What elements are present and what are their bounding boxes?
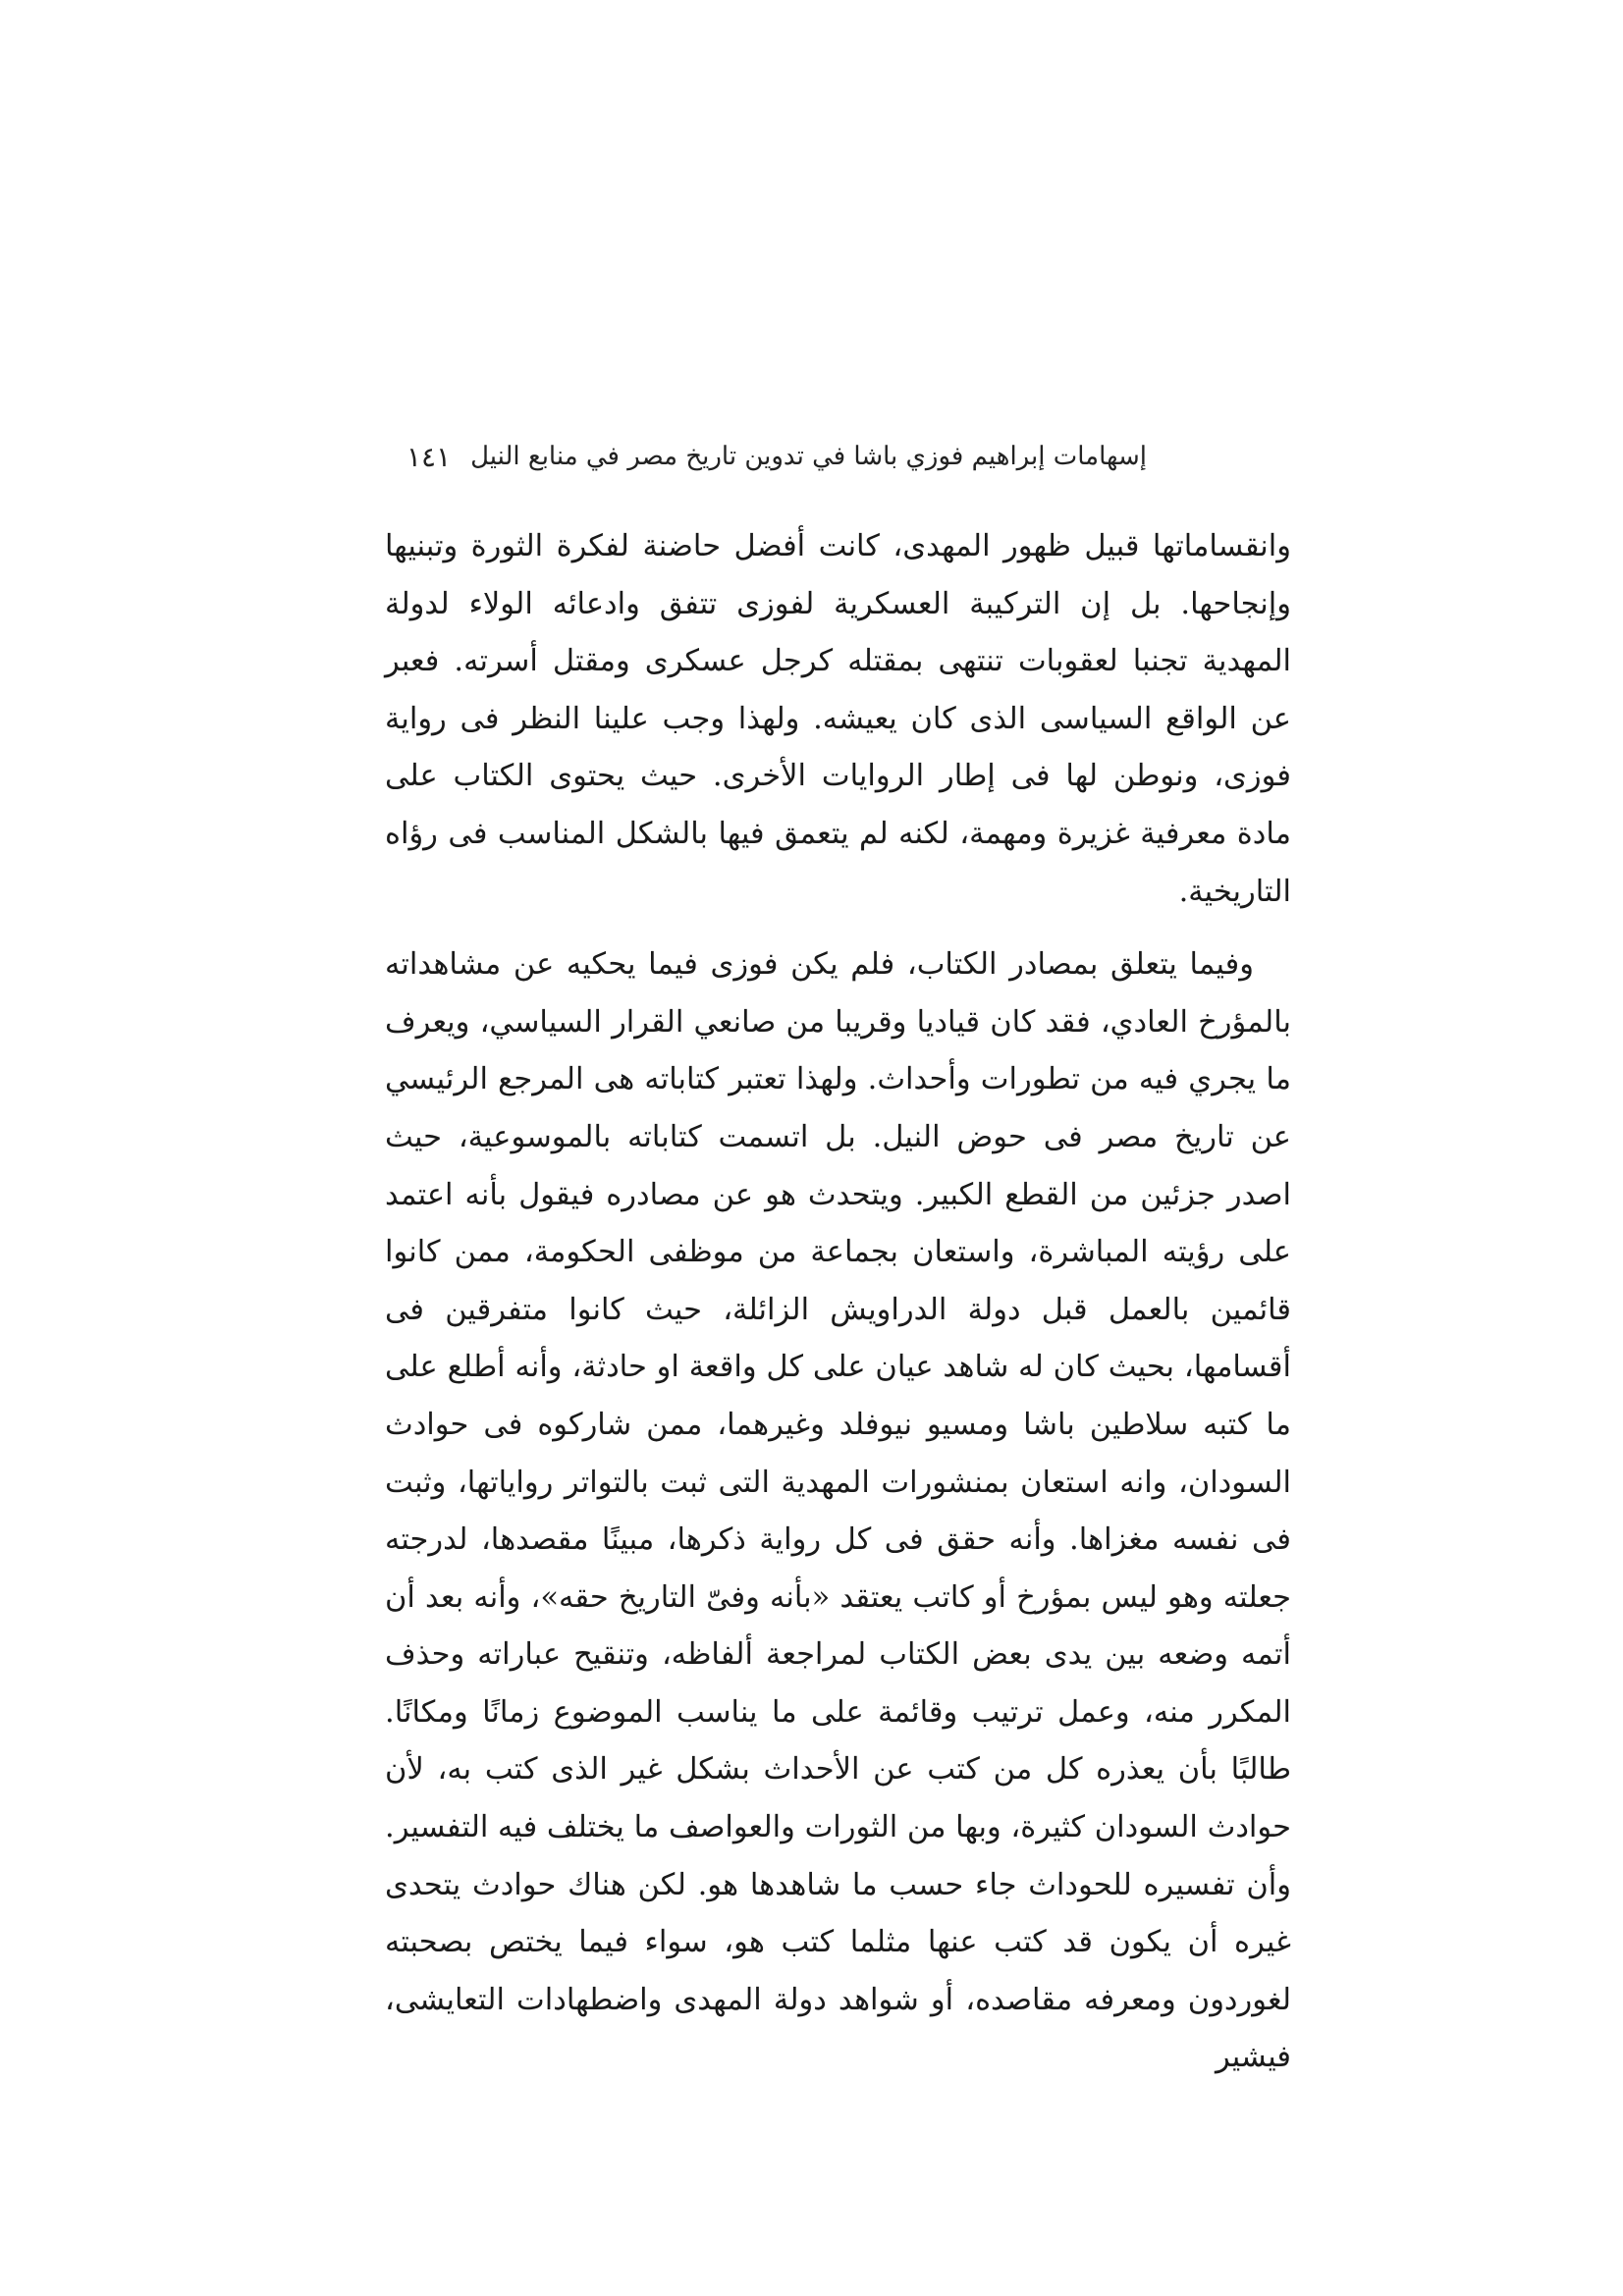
paragraph: وفيما يتعلق بمصادر الكتاب، فلم يكن فوزى فيما يحكيه عن مشاهداته بالمؤرخ العادي، فقد كان قياديا وقريبا من صانعي القرار السياسي، ويعرف ما يجري فيه من تطورات وأحداث. ولهذا تعتبر كتاباته هى المرجع الرئيسي عن تاريخ مصر فى حوض النيل. بل اتسمت كتاباته بالموسوعية، حيث اصدر جزئين من القطع الكبير. ويتحدث هو عن مصادره فيقول بأنه اعتمد على رؤيته المباشرة، واستعان بجماعة من موظفى الحكومة، ممن كانوا قائمين بالعمل قبل دولة الدراويش الزائلة، حيث كانوا متفرقين فى أقسامها، بحيث كان له شاهد عيان على كل واقعة او حادثة، وأنه أطلع على ما كتبه سلاطين باشا ومسيو نيوفلد وغيرهما، ممن شاركوه فى حوادث السودان، وانه استعان بمنشورات المهدية التى ثبت بالتواتر رواياتها، وثبت فى نفسه مغزاها. وأنه حقق فى كل رواية ذكرها، مبينًا مقصدها، لدرجته جعلته وهو ليس بمؤرخ أو كاتب يعتقد «بأنه وفىّ التاريخ حقه»، وأنه بعد أن أتمه وضعه بين يدى بعض الكتاب لمراجعة ألفاظه، وتنقيح عباراته وحذف المكرر منه، وعمل ترتيب وقائمة على ما يناسب الموضوع زمانًا ومكانًا. طالبًا بأن يعذره كل من كتب عن الأحداث بشكل غير الذى كتب به، لأن حوادث السودان كثيرة، وبها من الثورات والعواصف ما يختلف فيه التفسير. وأن تفسيره للحوداث جاء حسب ما شاهدها هو. لكن هناك حوادث يتحدى غيره أن يكون قد كتب عنها مثلما كتب هو، سواء فيما يختص بصحبته لغوردون ومعرفه مقاصده، أو شواهد دولة المهدى واضطهادات التعايشى، فيشير <box>385 947 1291 2075</box>
paragraph: وانقساماتها قبيل ظهور المهدى، كانت أفضل حاضنة لفكرة الثورة وتبنيها وإنجاحها. بل إن التركيبة العسكرية لفوزى تتفق وادعائه الولاء لدولة المهدية تجنبا لعقوبات تنتهى بمقتله كرجل عسكرى ومقتل أسرته. فعبر عن الواقع السياسى الذى كان يعيشه. ولهذا وجب علينا النظر فى رواية فوزى، ونوطن لها فى إطار الروايات الأخرى. حيث يحتوى الكتاب على مادة معرفية غزيرة ومهمة، لكنه لم يتعمق فيها بالشكل المناسب فى رؤاه التاريخية. <box>385 529 1291 909</box>
page-number: ١٤١ <box>406 440 452 473</box>
body-text <box>385 518 1291 2087</box>
running-title: إسهامات إبراهيم فوزي باشا في تدوين تاريخ مصر في منابع النيل <box>470 442 1147 471</box>
running-header <box>385 432 1147 481</box>
